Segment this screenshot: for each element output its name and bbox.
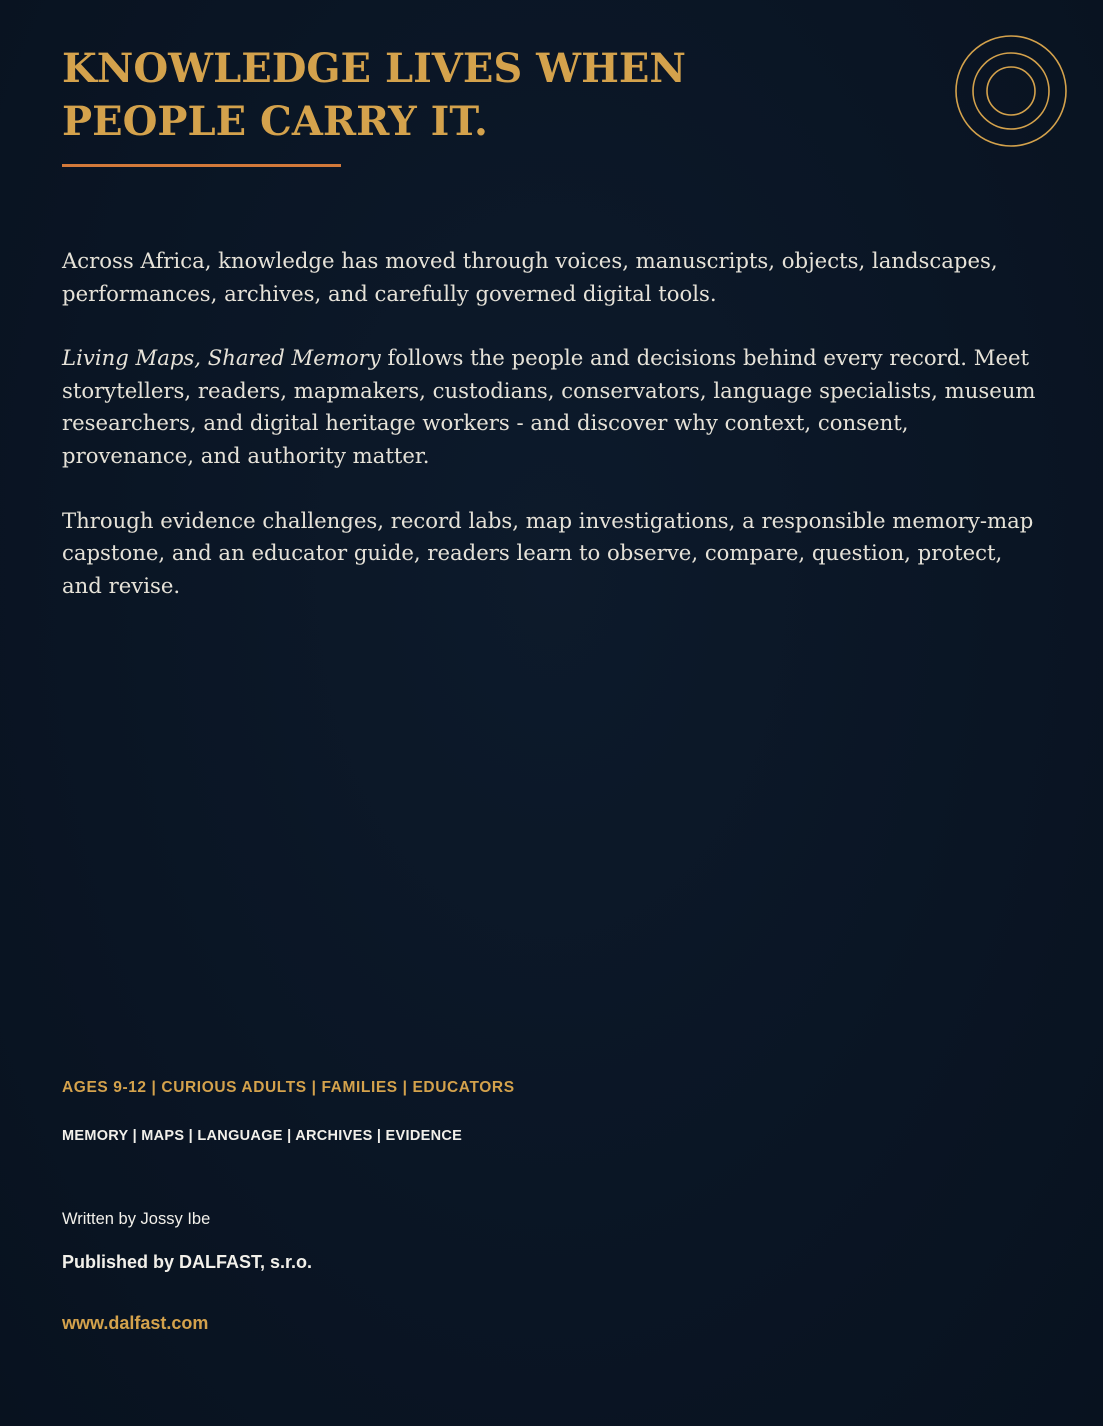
website-link[interactable]: www.dalfast.com [62,1313,209,1333]
description-paragraph-2 [62,342,1042,472]
headline-line-2: PEOPLE CARRY IT. [62,98,488,145]
headline [62,42,882,148]
concentric-circles-icon [952,32,1070,150]
author-credit: Written by Jossy Ibe [62,1210,211,1228]
headline-line-1: KNOWLEDGE LIVES WHEN [62,45,686,92]
topics-line: MEMORY | MAPS | LANGUAGE | ARCHIVES | EVIDENCE [62,1128,463,1144]
publisher-credit: Published by DALFAST, s.r.o. [62,1252,313,1272]
description-paragraph-2-text: follows the people and decisions behind every record. Meet storytellers, readers, mapmakers, custodians, conservators, language specialists, museum researchers, and digital heritage workers - and discover why context, consent, provenance, and authority matter. [62,345,1036,468]
description [62,245,1042,634]
description-paragraph-1: Across Africa, knowledge has moved through voices, manuscripts, objects, landscapes, performances, archives, and carefully governed digital tools. [62,248,998,306]
headline-underline [62,164,341,167]
audience-line: AGES 9-12 | CURIOUS ADULTS | FAMILIES | EDUCATORS [62,1079,515,1096]
book-title: Living Maps, Shared Memory [62,345,381,371]
description-paragraph-3: Through evidence challenges, record labs, map investigations, a responsible memory-map capstone, and an educator guide, readers learn to observe, compare, question, protect, and revise. [62,507,1034,598]
